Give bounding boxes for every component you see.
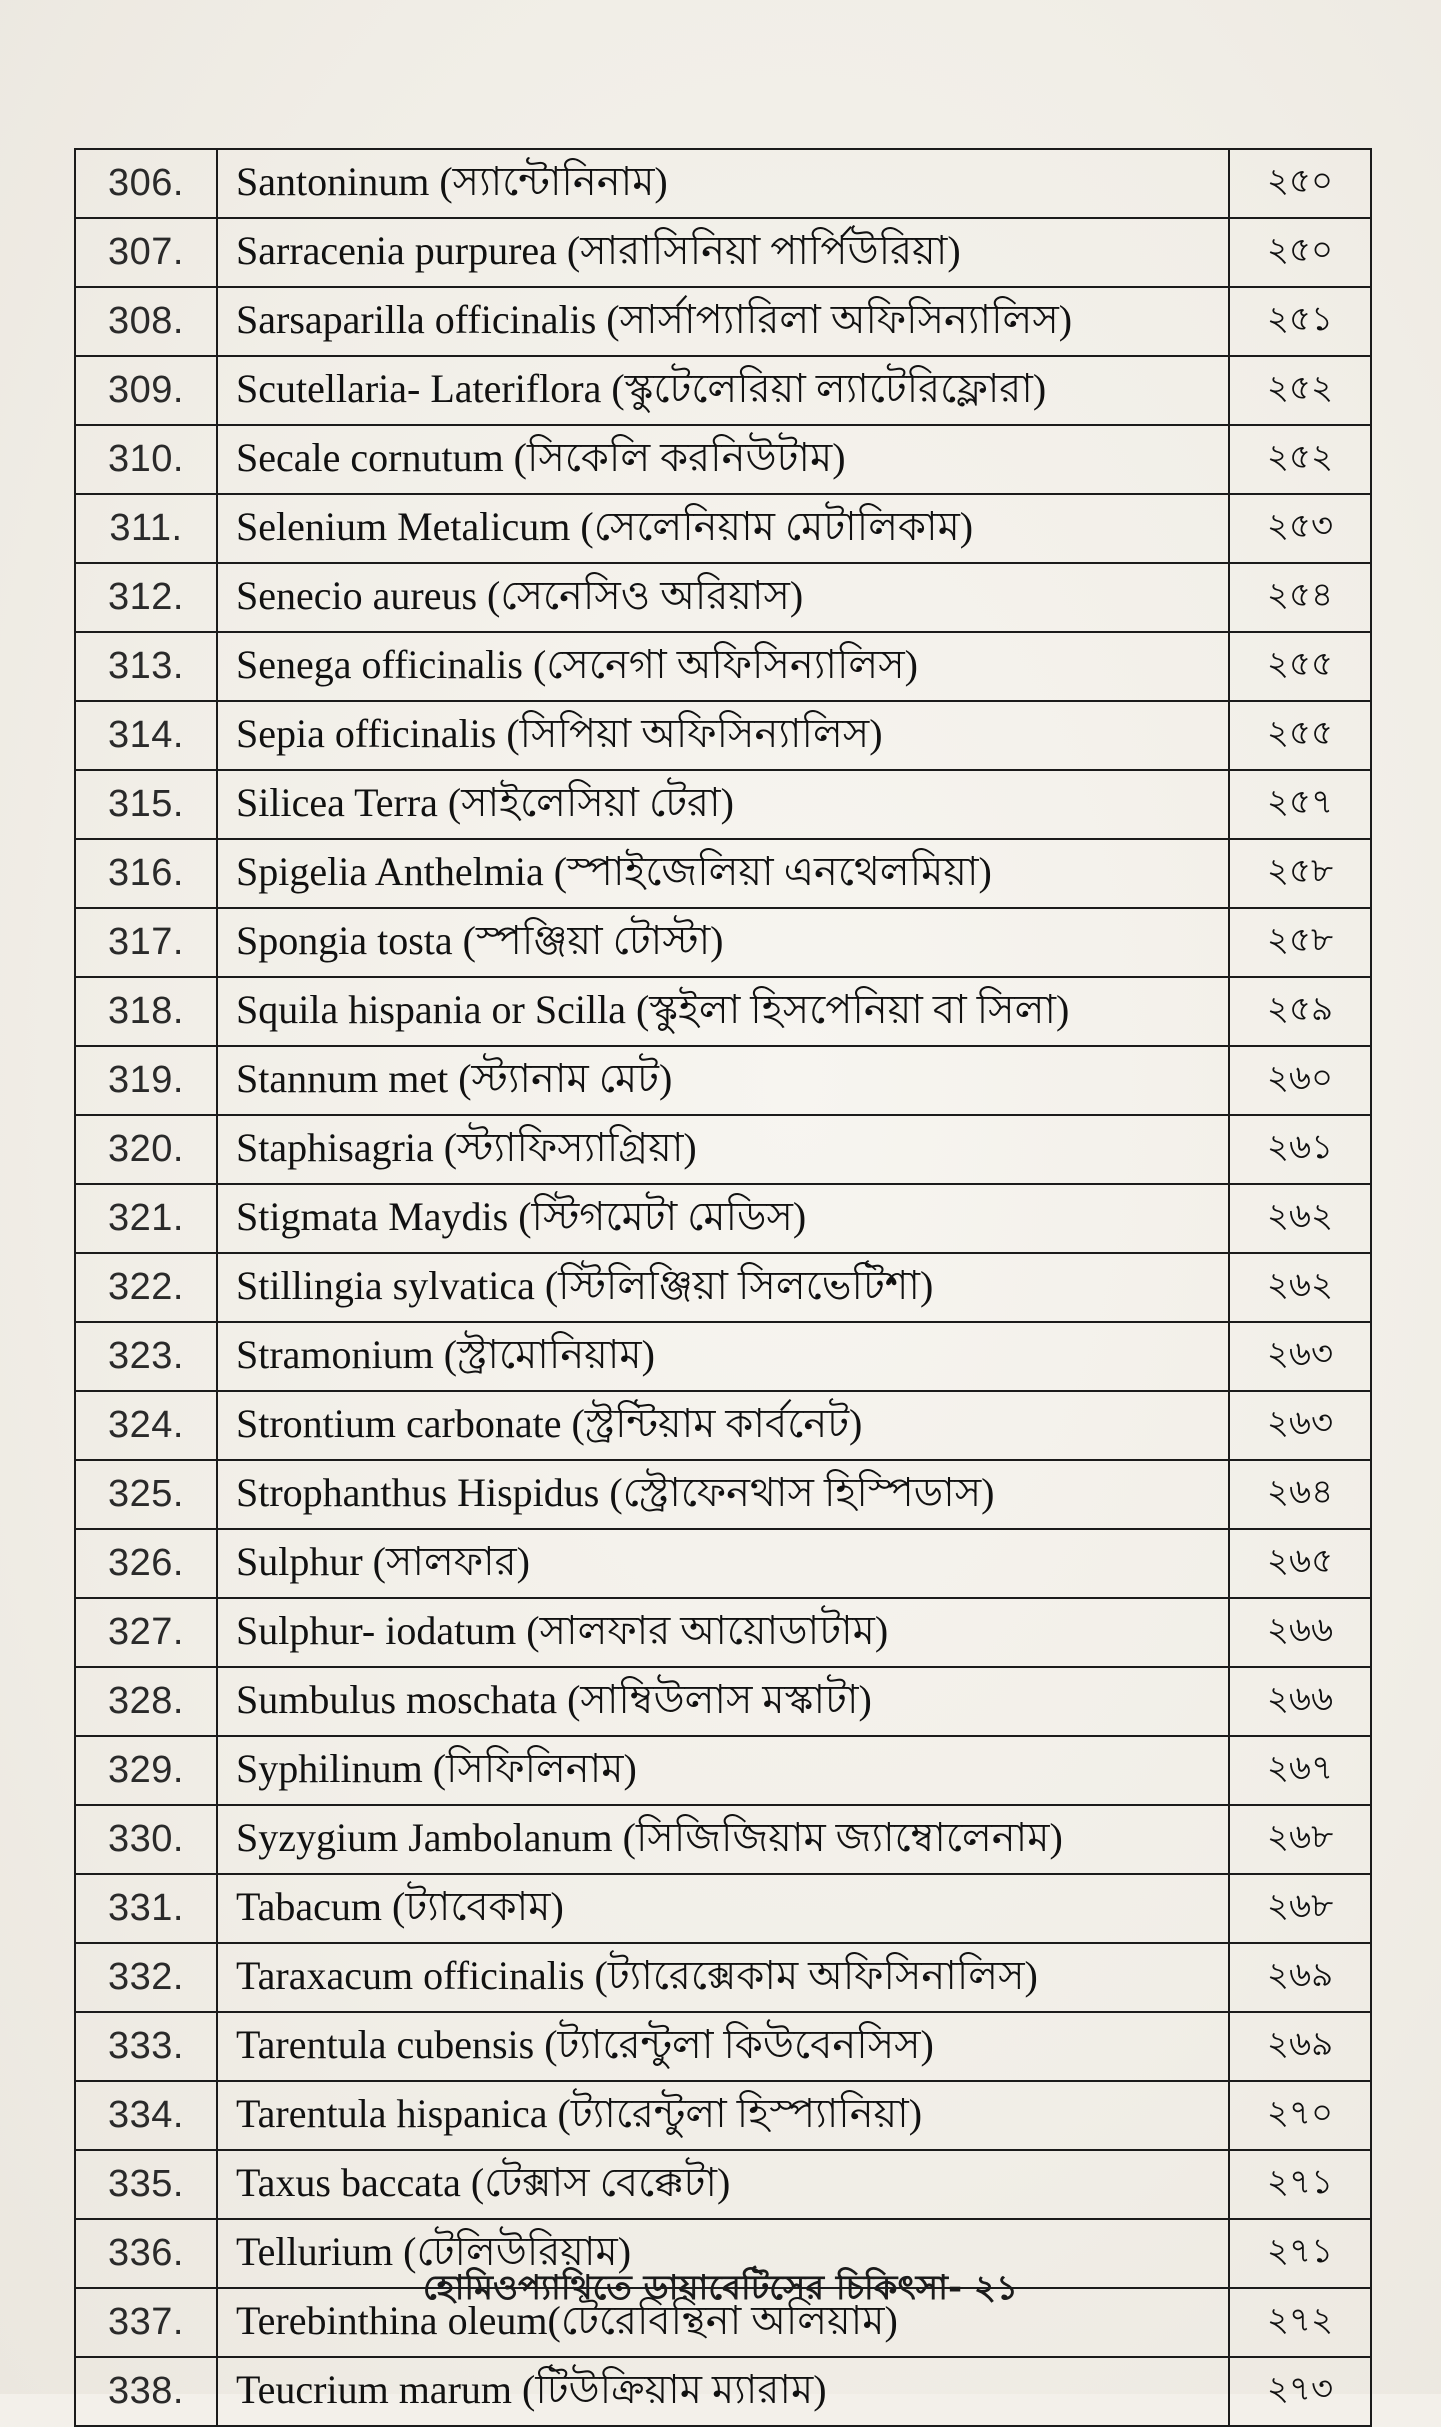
table-row — [75, 1736, 1371, 1805]
remedy-name: Strontium carbonate (স্ট্রন্টিয়াম কার্বনেট) — [217, 1391, 1229, 1460]
remedy-name: Spongia tosta (স্পঞ্জিয়া টোস্টা) — [217, 908, 1229, 977]
serial-number: 313. — [75, 632, 217, 701]
serial-number: 335. — [75, 2150, 217, 2219]
serial-number: 320. — [75, 1115, 217, 1184]
table-row — [75, 2081, 1371, 2150]
table-row — [75, 563, 1371, 632]
remedy-name: Sarsaparilla officinalis (সার্সাপ্যারিলা অফিসিন্যালিস) — [217, 287, 1229, 356]
serial-number: 317. — [75, 908, 217, 977]
serial-number: 332. — [75, 1943, 217, 2012]
serial-number: 312. — [75, 563, 217, 632]
serial-number: 316. — [75, 839, 217, 908]
table-row — [75, 1598, 1371, 1667]
remedy-name: Taxus baccata (টেক্সাস বেক্কেটা) — [217, 2150, 1229, 2219]
serial-number: 309. — [75, 356, 217, 425]
remedy-name: Terebinthina oleum(টেরেবিন্থিনা অলিয়াম) — [217, 2288, 1229, 2357]
table-row — [75, 1391, 1371, 1460]
remedy-name: Tellurium (টেলিউরিয়াম) — [217, 2219, 1229, 2288]
table-row — [75, 632, 1371, 701]
remedy-name: Secale cornutum (সিকেলি করনিউটাম) — [217, 425, 1229, 494]
serial-number: 322. — [75, 1253, 217, 1322]
remedy-name: Tarentula cubensis (ট্যারেন্টুলা কিউবেনসিস) — [217, 2012, 1229, 2081]
remedy-name: Staphisagria (স্ট্যাফিস্যাগ্রিয়া) — [217, 1115, 1229, 1184]
page-number: ২৬৬ — [1229, 1667, 1371, 1736]
serial-number: 315. — [75, 770, 217, 839]
remedy-name: Teucrium marum (টিউক্রিয়াম ম্যারাম) — [217, 2357, 1229, 2426]
remedy-name: Scutellaria- Lateriflora (স্কুটেলেরিয়া ল্যাটেরিফ্লোরা) — [217, 356, 1229, 425]
remedy-name: Stannum met (স্ট্যানাম মেট) — [217, 1046, 1229, 1115]
page-number: ২৫৭ — [1229, 770, 1371, 839]
remedy-name: Syphilinum (সিফিলিনাম) — [217, 1736, 1229, 1805]
serial-number: 319. — [75, 1046, 217, 1115]
table-row — [75, 2357, 1371, 2426]
table-row — [75, 1805, 1371, 1874]
table-row — [75, 1322, 1371, 1391]
remedy-name: Stigmata Maydis (স্টিগমেটা মেডিস) — [217, 1184, 1229, 1253]
page-number: ২৭০ — [1229, 2081, 1371, 2150]
table-row — [75, 1460, 1371, 1529]
remedy-name: Stramonium (স্ট্রামোনিয়াম) — [217, 1322, 1229, 1391]
page-number: ২৫২ — [1229, 425, 1371, 494]
remedy-name: Syzygium Jambolanum (সিজিজিয়াম জ্যাম্বোলেনাম) — [217, 1805, 1229, 1874]
page-number: ২৫৪ — [1229, 563, 1371, 632]
page-number: ২৬৫ — [1229, 1529, 1371, 1598]
table-row — [75, 356, 1371, 425]
remedy-index-table — [74, 148, 1372, 2427]
serial-number: 323. — [75, 1322, 217, 1391]
table-row — [75, 1184, 1371, 1253]
page-number: ২৬৭ — [1229, 1736, 1371, 1805]
serial-number: 331. — [75, 1874, 217, 1943]
table-row — [75, 2012, 1371, 2081]
remedy-name: Sepia officinalis (সিপিয়া অফিসিন্যালিস) — [217, 701, 1229, 770]
table-row — [75, 1943, 1371, 2012]
page-number: ২৫৮ — [1229, 839, 1371, 908]
table-row — [75, 218, 1371, 287]
table-row — [75, 1253, 1371, 1322]
page-number: ২৬৯ — [1229, 1943, 1371, 2012]
serial-number: 308. — [75, 287, 217, 356]
serial-number: 324. — [75, 1391, 217, 1460]
page-number: ২৬১ — [1229, 1115, 1371, 1184]
serial-number: 310. — [75, 425, 217, 494]
page-number: ২৫৯ — [1229, 977, 1371, 1046]
page-number: ২৫৮ — [1229, 908, 1371, 977]
table-row — [75, 839, 1371, 908]
serial-number: 336. — [75, 2219, 217, 2288]
page-number: ২৭২ — [1229, 2288, 1371, 2357]
remedy-name: Silicea Terra (সাইলেসিয়া টেরা) — [217, 770, 1229, 839]
serial-number: 326. — [75, 1529, 217, 1598]
remedy-name: Strophanthus Hispidus (স্ট্রোফেনথাস হিস্পিডাস) — [217, 1460, 1229, 1529]
page-number: ২৬৬ — [1229, 1598, 1371, 1667]
page-number: ২৫২ — [1229, 356, 1371, 425]
table-row — [75, 494, 1371, 563]
page-number: ২৬০ — [1229, 1046, 1371, 1115]
serial-number: 330. — [75, 1805, 217, 1874]
page-number: ২৬৩ — [1229, 1322, 1371, 1391]
page-number: ২৬২ — [1229, 1184, 1371, 1253]
remedy-name: Sulphur (সালফার) — [217, 1529, 1229, 1598]
serial-number: 329. — [75, 1736, 217, 1805]
serial-number: 306. — [75, 149, 217, 218]
remedy-name: Sarracenia purpurea (সারাসিনিয়া পার্পিউরিয়া) — [217, 218, 1229, 287]
remedy-name: Taraxacum officinalis (ট্যারেক্সেকাম অফিসিনালিস) — [217, 1943, 1229, 2012]
table-row — [75, 2150, 1371, 2219]
serial-number: 338. — [75, 2357, 217, 2426]
remedy-name: Tabacum (ট্যাবেকাম) — [217, 1874, 1229, 1943]
table-row — [75, 1046, 1371, 1115]
serial-number: 327. — [75, 1598, 217, 1667]
remedy-name: Sumbulus moschata (সাম্বিউলাস মস্কাটা) — [217, 1667, 1229, 1736]
remedy-name: Senecio aureus (সেনেসিও অরিয়াস) — [217, 563, 1229, 632]
remedy-name: Selenium Metalicum (সেলেনিয়াম মেটালিকাম) — [217, 494, 1229, 563]
remedy-name: Stillingia sylvatica (স্টিলিঞ্জিয়া সিলভেটিশা) — [217, 1253, 1229, 1322]
page-number: ২৬৮ — [1229, 1874, 1371, 1943]
serial-number: 337. — [75, 2288, 217, 2357]
table-row — [75, 1667, 1371, 1736]
page-number: ২৬২ — [1229, 1253, 1371, 1322]
serial-number: 314. — [75, 701, 217, 770]
serial-number: 325. — [75, 1460, 217, 1529]
table-row — [75, 1529, 1371, 1598]
page-number: ২৫০ — [1229, 218, 1371, 287]
remedy-name: Senega officinalis (সেনেগা অফিসিন্যালিস) — [217, 632, 1229, 701]
page-number: ২৬৪ — [1229, 1460, 1371, 1529]
table-row — [75, 977, 1371, 1046]
page-number: ২৭৩ — [1229, 2357, 1371, 2426]
remedy-name: Santoninum (স্যান্টোনিনাম) — [217, 149, 1229, 218]
serial-number: 328. — [75, 1667, 217, 1736]
table-row — [75, 425, 1371, 494]
table-row — [75, 1115, 1371, 1184]
table-row — [75, 908, 1371, 977]
serial-number: 307. — [75, 218, 217, 287]
table-row — [75, 1874, 1371, 1943]
page-number: ২৭১ — [1229, 2150, 1371, 2219]
serial-number: 334. — [75, 2081, 217, 2150]
table-row — [75, 287, 1371, 356]
page-number: ২৬৩ — [1229, 1391, 1371, 1460]
table-row — [75, 149, 1371, 218]
remedy-name: Tarentula hispanica (ট্যারেন্টুলা হিস্প্যানিয়া) — [217, 2081, 1229, 2150]
remedy-name: Spigelia Anthelmia (স্পাইজেলিয়া এনথেলমিয়া) — [217, 839, 1229, 908]
page-number: ২৫৩ — [1229, 494, 1371, 563]
table-row — [75, 770, 1371, 839]
serial-number: 333. — [75, 2012, 217, 2081]
page-number: ২৬৮ — [1229, 1805, 1371, 1874]
page-number: ২৭১ — [1229, 2219, 1371, 2288]
page-number: ২৫৫ — [1229, 632, 1371, 701]
remedy-name: Sulphur- iodatum (সালফার আয়োডাটাম) — [217, 1598, 1229, 1667]
page-number: ২৫০ — [1229, 149, 1371, 218]
page-number: ২৫১ — [1229, 287, 1371, 356]
serial-number: 321. — [75, 1184, 217, 1253]
page-number: ২৫৫ — [1229, 701, 1371, 770]
table-row — [75, 701, 1371, 770]
serial-number: 311. — [75, 494, 217, 563]
serial-number: 318. — [75, 977, 217, 1046]
page-number: ২৬৯ — [1229, 2012, 1371, 2081]
remedy-name: Squila hispania or Scilla (স্কুইলা হিসপেনিয়া বা সিলা) — [217, 977, 1229, 1046]
table-body — [75, 149, 1371, 2426]
page-footer: হোমিওপ্যাথিতে ডায়াবেটিসের চিকিৎসা- ২১ — [422, 2268, 1019, 2308]
